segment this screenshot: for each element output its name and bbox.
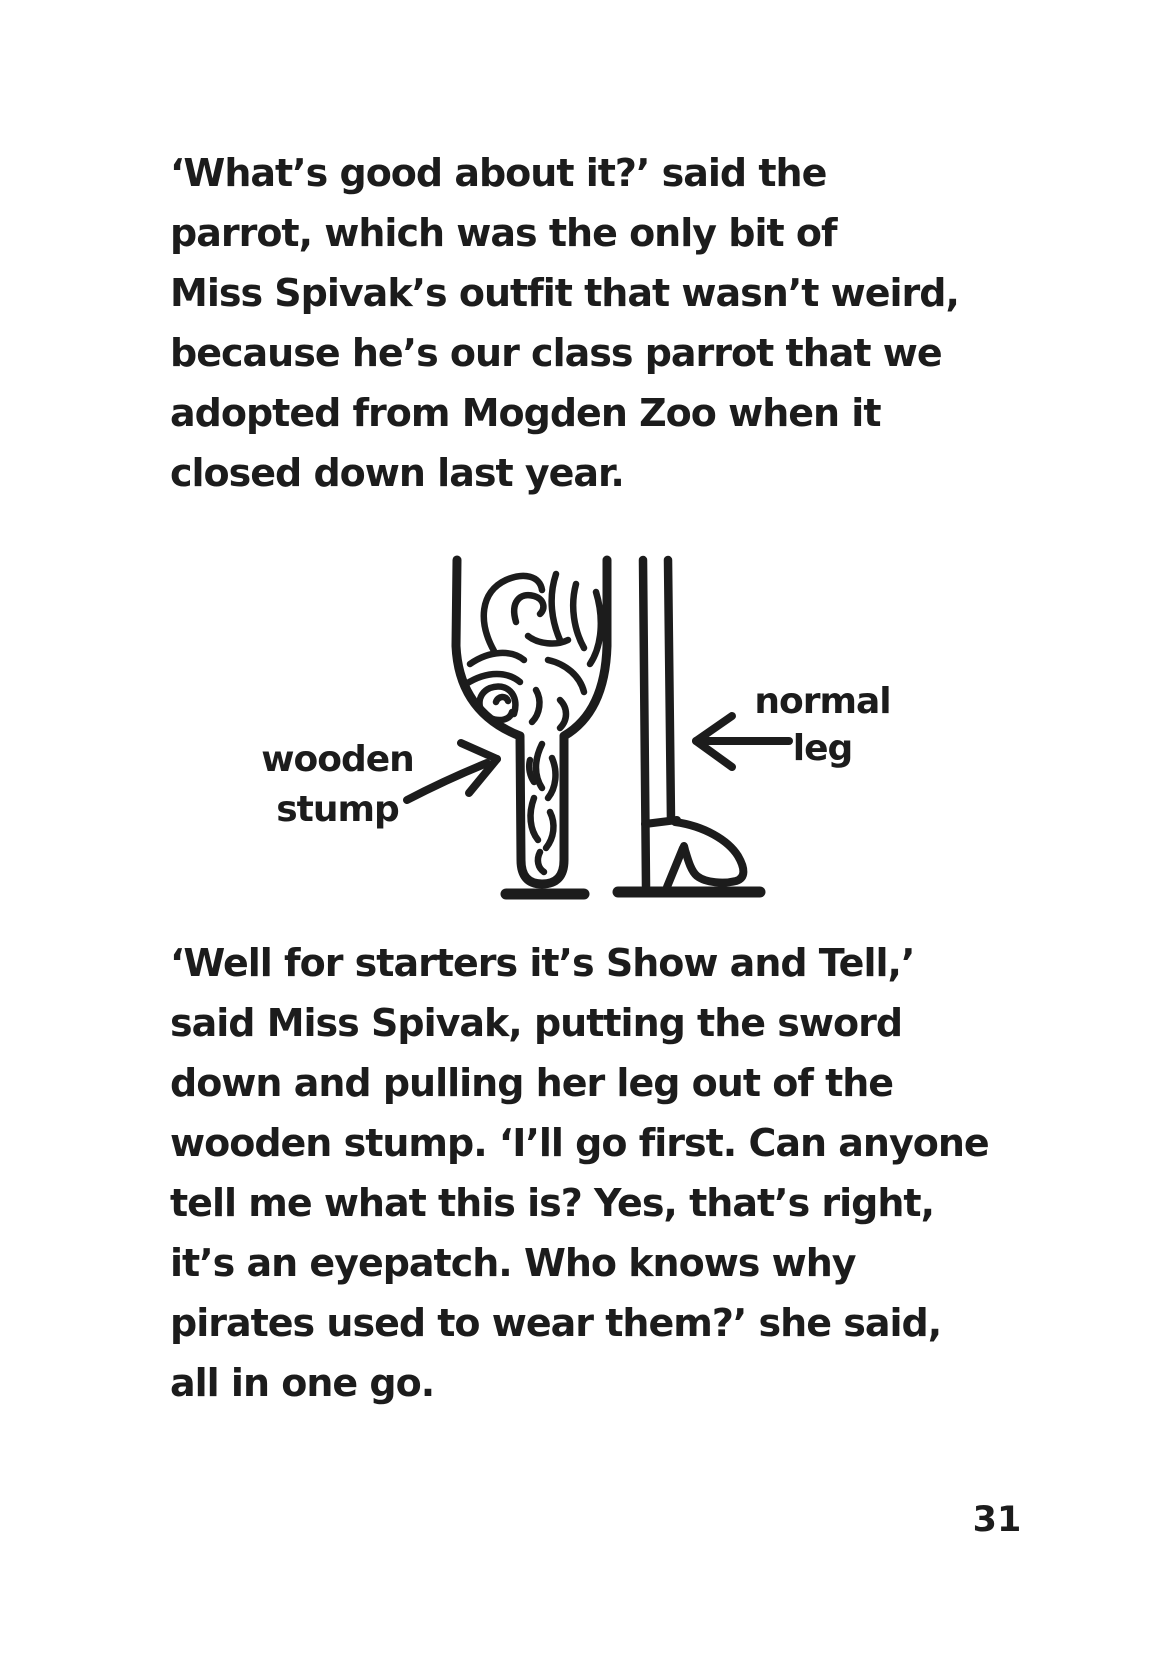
paragraph-line: tell me what this is? Yes, that’s right, — [170, 1181, 935, 1225]
paragraph-line: adopted from Mogden Zoo when it — [170, 391, 881, 435]
paragraph-line: down and pulling her leg out of the — [170, 1061, 894, 1105]
paragraph-line: closed down last year. — [170, 451, 624, 495]
page-number: 31 — [972, 1500, 1022, 1540]
paragraph-line: wooden stump. ‘I’ll go first. Can anyone — [170, 1121, 989, 1165]
paragraph-line: said Miss Spivak, putting the sword — [170, 1001, 903, 1045]
boot — [645, 820, 743, 887]
paragraph-line: ‘What’s good about it?’ said the — [170, 151, 827, 195]
paragraph-line: Miss Spivak’s outfit that wasn’t weird, — [170, 271, 959, 315]
paragraph-line: parrot, which was the only bit of — [170, 211, 837, 255]
paragraph-line: pirates used to wear them?’ she said, — [170, 1301, 942, 1345]
wooden-stump-label-line: stump — [276, 789, 399, 830]
normal-leg-label — [745, 678, 900, 772]
wooden-stump-label — [240, 735, 435, 835]
paragraph-line: because he’s our class parrot that we — [170, 331, 942, 375]
wooden-stump-label-line: wooden — [261, 739, 414, 780]
wooden-stump-drawing — [456, 560, 607, 894]
normal-leg-label-line: leg — [792, 728, 853, 769]
normal-leg-label-line: normal — [754, 681, 891, 722]
normal-leg-drawing — [618, 560, 760, 892]
paragraph-line: it’s an eyepatch. Who knows why — [170, 1241, 856, 1285]
paragraph-line: all in one go. — [170, 1361, 435, 1405]
paragraph-line: ‘Well for starters it’s Show and Tell,’ — [170, 941, 915, 985]
paragraph-2 — [170, 933, 989, 1413]
